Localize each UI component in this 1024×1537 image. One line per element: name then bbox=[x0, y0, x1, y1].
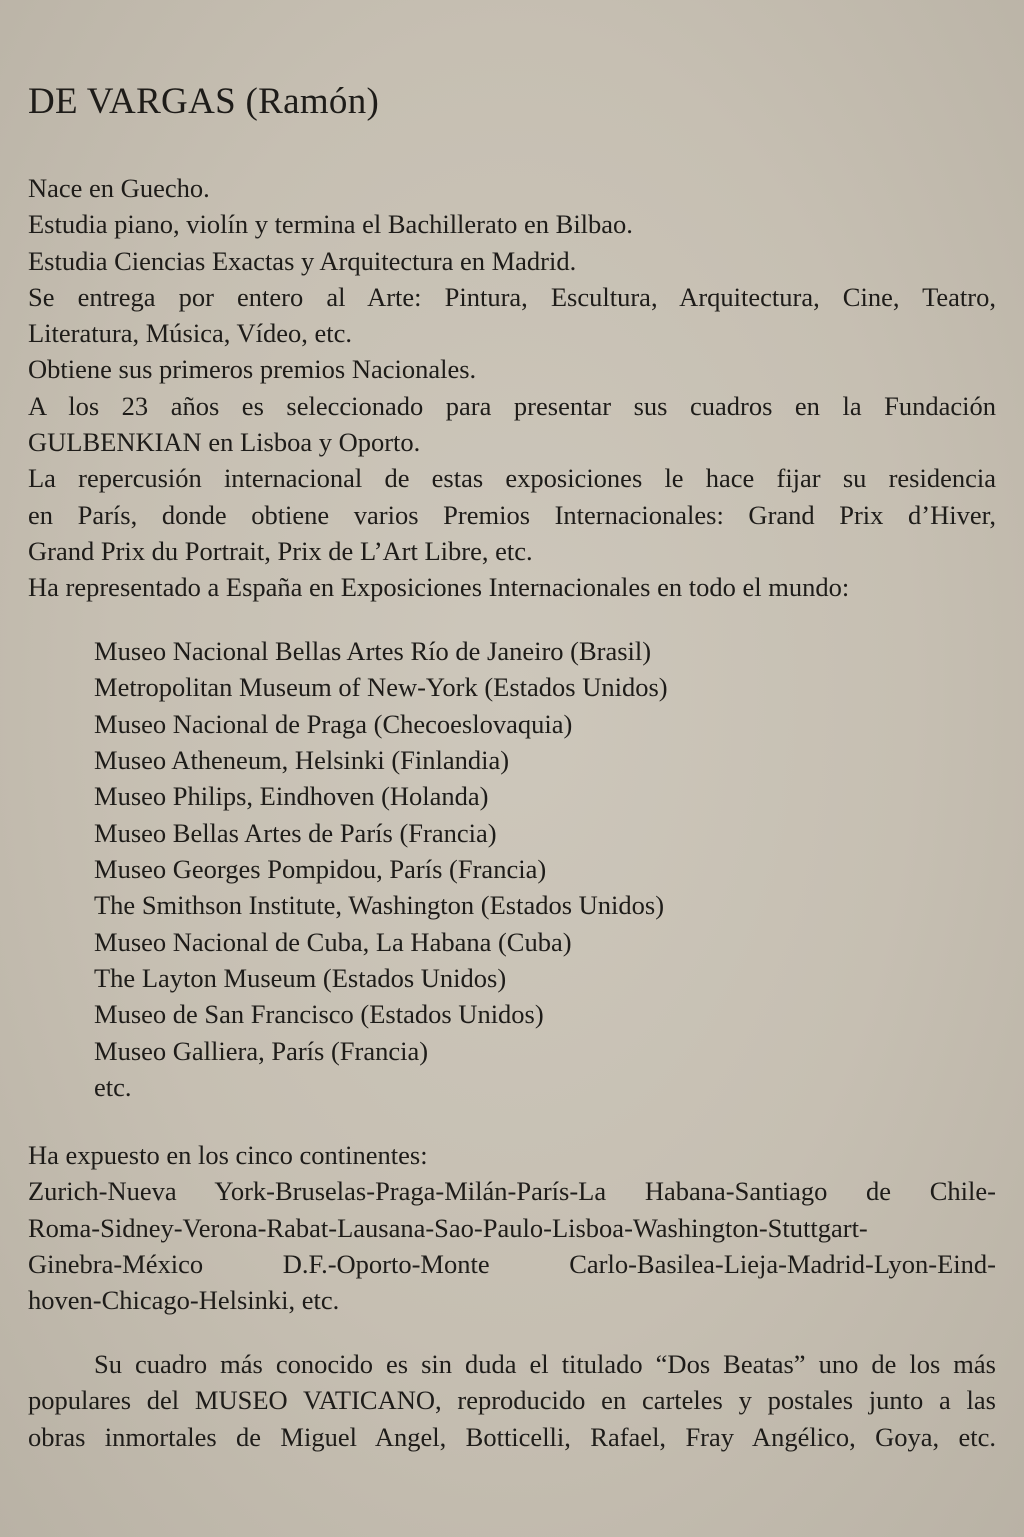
museum-item: etc. bbox=[94, 1072, 132, 1103]
closing-line: obras inmortales de Miguel Angel, Botticelli, Rafael, Fray Angélico, Goya, etc. bbox=[28, 1421, 996, 1452]
museum-item: Museo Galliera, París (Francia) bbox=[94, 1035, 429, 1066]
museum-item: Museo Nacional de Praga (Checoeslovaquia) bbox=[94, 708, 573, 739]
bio-line: Se entrega por entero al Arte: Pintura, Escultura, Arquitectura, Cine, Teatro, bbox=[28, 281, 996, 312]
cities-line: Roma-Sidney-Verona-Rabat-Lausana-Sao-Paulo-Lisboa-Washington-Stuttgart- bbox=[28, 1212, 868, 1243]
museum-item: Museo Georges Pompidou, París (Francia) bbox=[94, 854, 547, 885]
bio-line: La repercusión internacional de estas exposiciones le hace fijar su residencia bbox=[28, 463, 996, 494]
bio-line: Literatura, Música, Vídeo, etc. bbox=[28, 318, 353, 349]
continents-heading: Ha expuesto en los cinco continentes: bbox=[28, 1140, 428, 1170]
museum-item: The Smithson Institute, Washington (Estados Unidos) bbox=[94, 890, 665, 921]
continents-section bbox=[28, 1137, 996, 1318]
museum-item: The Layton Museum (Estados Unidos) bbox=[94, 963, 507, 994]
museum-item: Museo Nacional de Cuba, La Habana (Cuba) bbox=[94, 926, 572, 957]
museum-item: Metropolitan Museum of New-York (Estados Unidos) bbox=[94, 672, 668, 703]
bio-line: en París, donde obtiene varios Premios Internacionales: Grand Prix d’Hiver, bbox=[28, 499, 996, 530]
bio-line: Ha representado a España en Exposiciones Internacionales en todo el mundo: bbox=[28, 572, 850, 603]
cities-line: hoven-Chicago-Helsinki, etc. bbox=[28, 1285, 340, 1316]
bio-line: Grand Prix du Portrait, Prix de L’Art Libre, etc. bbox=[28, 535, 533, 566]
cities-line: Zurich-Nueva York-Bruselas-Praga-Milán-París-La Habana-Santiago de Chile- bbox=[28, 1176, 996, 1207]
page-title: DE VARGAS (Ramón) bbox=[28, 81, 380, 122]
bio-line: Nace en Guecho. bbox=[28, 173, 210, 203]
museum-item: Museo de San Francisco (Estados Unidos) bbox=[94, 999, 544, 1030]
bio-line: Estudia piano, violín y termina el Bachillerato en Bilbao. bbox=[28, 209, 633, 240]
museum-item: Museo Atheneum, Helsinki (Finlandia) bbox=[94, 745, 510, 776]
bio-line: Estudia Ciencias Exactas y Arquitectura en Madrid. bbox=[28, 245, 577, 276]
museum-item: Museo Philips, Eindhoven (Holanda) bbox=[94, 781, 489, 812]
museum-item: Museo Nacional Bellas Artes Río de Janeiro (Brasil) bbox=[94, 636, 652, 666]
bio-line: A los 23 años es seleccionado para presentar sus cuadros en la Fundación bbox=[28, 390, 996, 421]
closing-paragraph bbox=[28, 1346, 996, 1455]
bio-line: GULBENKIAN en Lisboa y Oporto. bbox=[28, 427, 421, 458]
closing-line: populares del MUSEO VATICANO, reproducido en carteles y postales junto a las bbox=[28, 1385, 996, 1416]
closing-line: Su cuadro más conocido es sin duda el titulado “Dos Beatas” uno de los más bbox=[94, 1349, 996, 1379]
museum-list bbox=[94, 633, 668, 1105]
biography-section bbox=[28, 170, 996, 606]
bio-line: Obtiene sus primeros premios Nacionales. bbox=[28, 354, 477, 385]
cities-line: Ginebra-México D.F.-Oporto-Monte Carlo-Basilea-Lieja-Madrid-Lyon-Eind- bbox=[28, 1248, 996, 1279]
museum-item: Museo Bellas Artes de París (Francia) bbox=[94, 817, 497, 848]
